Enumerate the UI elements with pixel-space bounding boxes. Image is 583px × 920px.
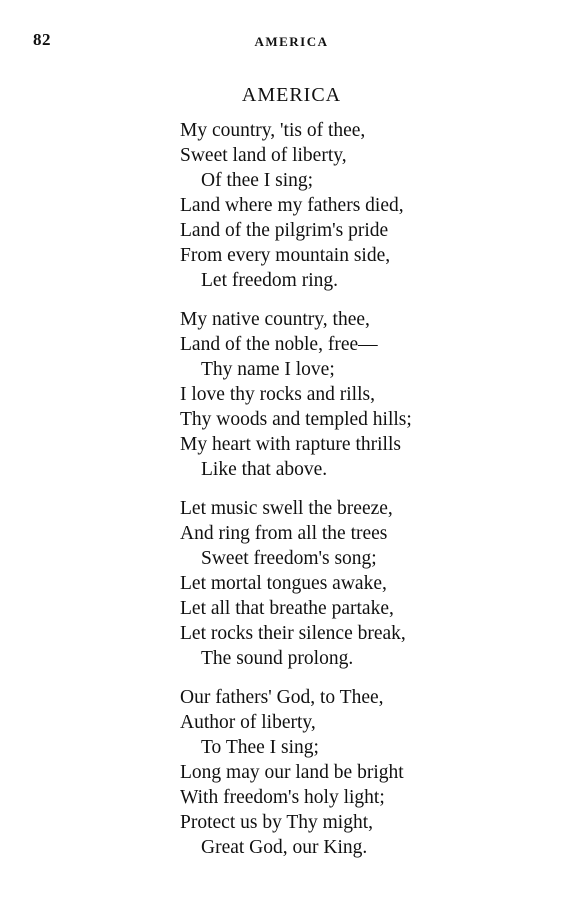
poem-line: Land of the noble, free— [180, 334, 378, 355]
poem-line: And ring from all the trees [180, 523, 388, 544]
poem-line: Land where my fathers died, [180, 195, 404, 216]
poem-line: My heart with rapture thrills [180, 434, 401, 455]
poem-line: From every mountain side, [180, 245, 391, 266]
poem-line: Let rocks their silence break, [180, 623, 406, 644]
poem-line: Sweet land of liberty, [180, 145, 347, 166]
poem-line: Let music swell the breeze, [180, 498, 393, 519]
poem-line: My native country, thee, [180, 309, 370, 330]
poem-line: Sweet freedom's song; [201, 548, 377, 569]
poem-line: Long may our land be bright [180, 762, 404, 783]
poem-line: Thy woods and templed hills; [180, 409, 412, 430]
poem-line: Of thee I sing; [201, 170, 314, 191]
poem-line: Our fathers' God, to Thee, [180, 687, 384, 708]
poem-line: With freedom's holy light; [180, 787, 385, 808]
poem-body [180, 118, 560, 874]
stanza-1 [180, 118, 560, 293]
page-number: 82 [33, 30, 51, 49]
poem-line: Protect us by Thy might, [180, 812, 374, 833]
poem-title: AMERICA [241, 84, 342, 106]
running-head: AMERICA [254, 34, 329, 49]
poem-line: Land of the pilgrim's pride [180, 220, 389, 241]
poem-line: Let freedom ring. [201, 270, 338, 291]
poem-line: Let mortal tongues awake, [180, 573, 387, 594]
stanza-3 [180, 496, 560, 671]
poem-line: Like that above. [201, 459, 328, 480]
poem-line: Author of liberty, [180, 712, 316, 733]
poem-line: Let all that breathe partake, [180, 598, 394, 619]
poem-line: Thy name I love; [201, 359, 335, 380]
poem-line: To Thee I sing; [201, 737, 319, 758]
poem-line: I love thy rocks and rills, [180, 384, 375, 405]
poem-line: The sound prolong. [201, 648, 354, 669]
poem-line: My country, 'tis of thee, [180, 120, 366, 141]
stanza-2 [180, 307, 560, 482]
poem-line: Great God, our King. [201, 837, 368, 858]
stanza-4 [180, 685, 560, 860]
